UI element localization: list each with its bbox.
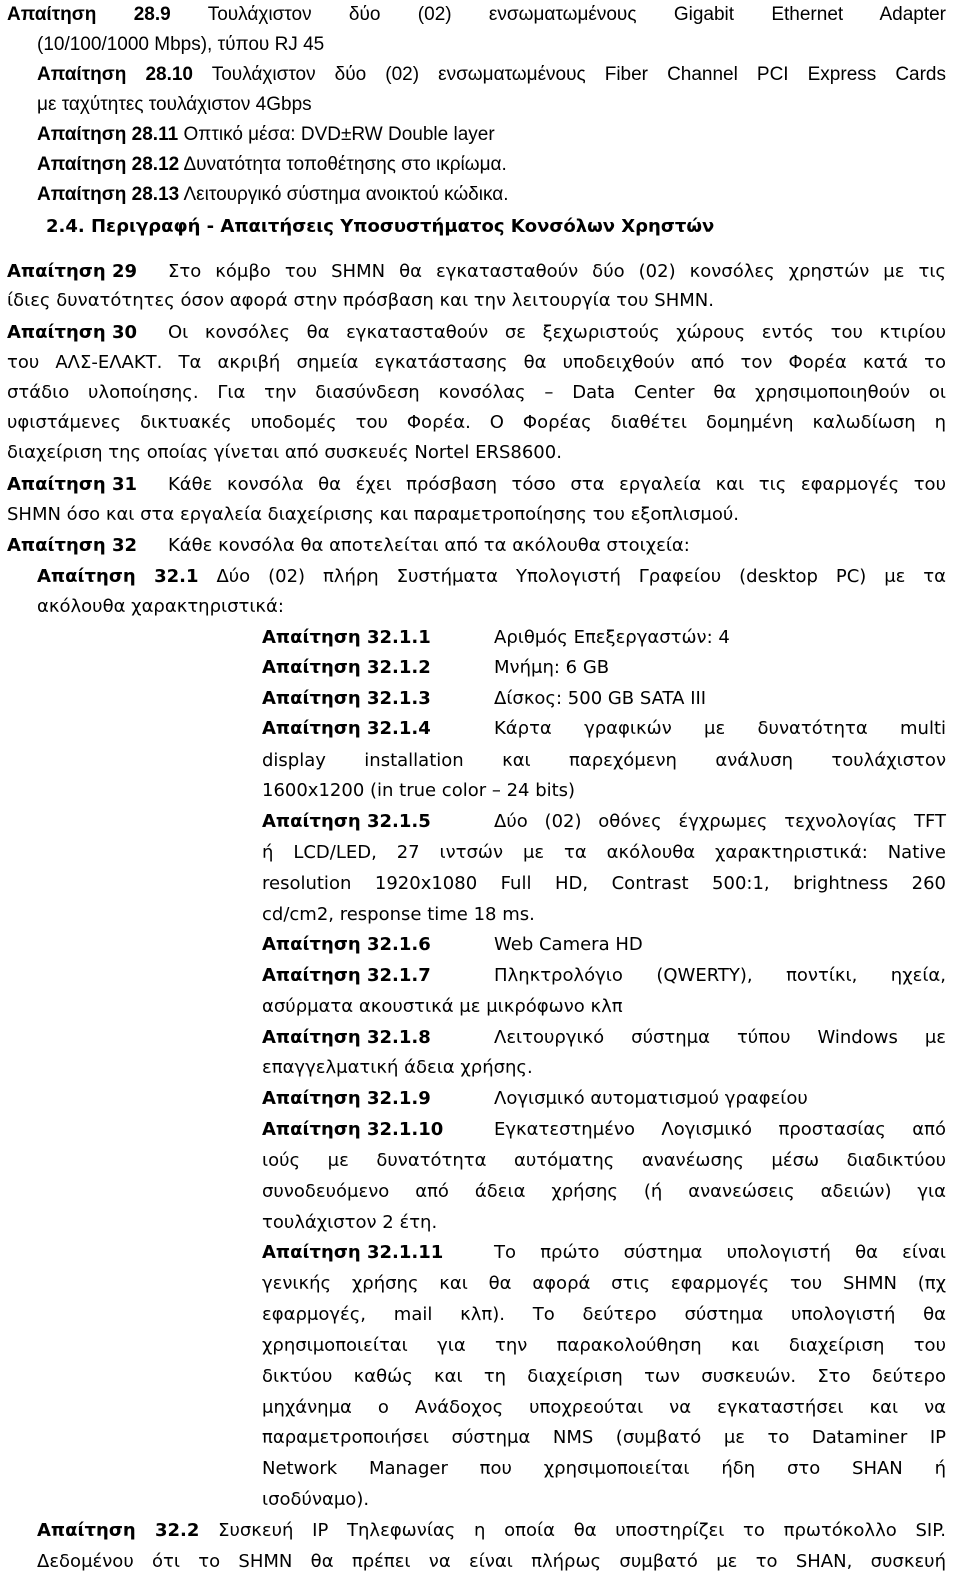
- req-32-1-11-line9: ισοδύναμο).: [262, 1489, 370, 1510]
- req-32-1-5-line1: Απαίτηση 32.1.5 Δύο (02) οθόνες έγχρωμες τεχνολογίας TFT: [262, 807, 946, 836]
- req-label: Απαίτηση 28.11: [37, 124, 179, 145]
- req-32-1-11-line1: Απαίτηση 32.1.11 Το πρώτο σύστημα υπολογιστή θα είναι: [262, 1238, 946, 1267]
- req-label: Απαίτηση 32.1.4: [262, 718, 431, 739]
- req-32-1-11-line7: παραμετροποιήσει σύστημα NMS (συμβατό με το Dataminer IP: [262, 1427, 946, 1448]
- req-32-1-11-line6: μηχάνημα ο Ανάδοχος υποχρεούται να εγκαταστήσει και να: [262, 1397, 946, 1418]
- req-label: Απαίτηση 32: [7, 535, 137, 556]
- req-label: Απαίτηση 32.1.1: [262, 627, 431, 648]
- req-32-1-8-line1: Απαίτηση 32.1.8 Λειτουργικό σύστημα τύπου Windows με: [262, 1023, 946, 1052]
- req-32-1-7-line1: Απαίτηση 32.1.7 Πληκτρολόγιο (QWERTY), ποντίκι, ηχεία,: [262, 961, 946, 990]
- req-29-line1: Απαίτηση 29 Στο κόμβο του SHMN θα εγκατασταθούν δύο (02) κονσόλες χρηστών με τις: [7, 257, 946, 286]
- req-32-1-line2: ακόλουθα χαρακτηριστικά:: [37, 596, 284, 617]
- req-32-1-10-line4: τουλάχιστον 2 έτη.: [262, 1212, 438, 1233]
- req-32-1-9: Απαίτηση 32.1.9 Λογισμικό αυτοματισμού γραφείου: [262, 1084, 808, 1113]
- req-label: Απαίτηση 29: [7, 261, 137, 282]
- req-label: Απαίτηση 32.1.3: [262, 688, 431, 709]
- req-label: Απαίτηση 28.13: [37, 184, 180, 205]
- req-label: Απαίτηση 32.2: [37, 1520, 200, 1541]
- req-32-1-2: Απαίτηση 32.1.2 Μνήμη: 6 GB: [262, 653, 609, 682]
- req-32-2-line2: Δεδομένου ότι το SHMN θα πρέπει να είναι πλήρως συμβατό με το SHAN, συσκευή: [37, 1551, 946, 1572]
- req-32-1-11-line8: Network Manager που χρησιμοποιείται ήδη στο SHAN ή: [262, 1458, 946, 1479]
- req-label: Απαίτηση 30: [7, 322, 137, 343]
- req-28-13: Απαίτηση 28.13 Λειτουργικό σύστημα ανοικτού κώδικα.: [37, 184, 509, 205]
- req-32-1-4-line3: 1600x1200 (in true color – 24 bits): [262, 780, 576, 801]
- req-30-line2: του ΑΛΣ-ΕΛΑΚΤ. Τα ακριβή σημεία εγκατάστασης θα υποδειχθούν από τον Φορέα κατά το: [7, 352, 946, 373]
- req-32-1-4-line1: Απαίτηση 32.1.4 Κάρτα γραφικών με δυνατότητα multi: [262, 714, 946, 743]
- req-label: Απαίτηση 28.12: [37, 154, 180, 175]
- req-28-12: Απαίτηση 28.12 Δυνατότητα τοποθέτησης στο ικρίωμα.: [37, 154, 507, 175]
- req-31-line2: SHMN όσο και στα εργαλεία διαχείρισης και παραμετροποίησης του εξοπλισμού.: [7, 504, 740, 525]
- req-32-1-1: Απαίτηση 32.1.1 Αριθμός Επεξεργαστών: 4: [262, 623, 730, 652]
- req-32-1-4-line2: display installation και παρεχόμενη ανάλυση τουλάχιστον: [262, 750, 946, 771]
- req-label: Απαίτηση 32.1: [37, 566, 199, 587]
- req-label: Απαίτηση 32.1.8: [262, 1027, 431, 1048]
- req-label: Απαίτηση 32.1.2: [262, 657, 431, 678]
- req-label: Απαίτηση 32.1.7: [262, 965, 431, 986]
- req-28-9-line2: (10/100/1000 Mbps), τύπου RJ 45: [37, 34, 325, 55]
- req-32-2-line1: Απαίτηση 32.2 Συσκευή IP Τηλεφωνίας η οποία θα υποστηρίζει το πρωτόκολλο SIP.: [37, 1520, 946, 1541]
- req-28-10-line1: Απαίτηση 28.10 Τουλάχιστον δύο (02) ενσωματωμένους Fiber Channel PCI Express Cards: [37, 64, 946, 85]
- req-30-line5: διαχείριση της οποίας γίνεται από συσκευές Nortel ERS8600.: [7, 442, 562, 463]
- req-label: Απαίτηση 32.1.9: [262, 1088, 431, 1109]
- req-label: Απαίτηση 31: [7, 474, 137, 495]
- req-label: Απαίτηση 32.1.11: [262, 1242, 444, 1263]
- req-label: Απαίτηση 32.1.10: [262, 1119, 444, 1140]
- req-30-line1: Απαίτηση 30 Οι κονσόλες θα εγκατασταθούν σε ξεχωριστούς χώρους εντός του κτιρίου: [7, 318, 946, 347]
- req-32-1-10-line1: Απαίτηση 32.1.10 Εγκατεστημένο Λογισμικό προστασίας από: [262, 1115, 946, 1144]
- req-32-1-11-line2: γενικής χρήσης και θα αφορά στις εφαρμογές του SHMN (πχ: [262, 1273, 946, 1294]
- req-label: Απαίτηση 28.10: [37, 64, 193, 85]
- req-32-1-8-line2: επαγγελματική άδεια χρήσης.: [262, 1057, 533, 1078]
- req-32-1-5-line4: cd/cm2, response time 18 ms.: [262, 904, 535, 925]
- req-32-1-line1: Απαίτηση 32.1 Δύο (02) πλήρη Συστήματα Υπολογιστή Γραφείου (desktop PC) με τα: [37, 566, 946, 587]
- req-32-1-7-line2: ασύρματα ακουστικά με μικρόφωνο κλπ: [262, 996, 623, 1017]
- req-32-1-10-line2: ιούς με δυνατότητα αυτόματης ανανέωσης μέσω διαδικτύου: [262, 1150, 946, 1171]
- req-32-1-6: Απαίτηση 32.1.6 Web Camera HD: [262, 930, 643, 959]
- req-29-line2: ίδιες δυνατότητες όσον αφορά στην πρόσβαση και την λειτουργία του SHMN.: [7, 290, 714, 311]
- section-heading: 2.4. Περιγραφή - Απαιτήσεις Υποσυστήματος Κονσόλων Χρηστών: [46, 216, 715, 237]
- req-32-line1: Απαίτηση 32 Κάθε κονσόλα θα αποτελείται από τα ακόλουθα στοιχεία:: [7, 531, 690, 560]
- req-32-1-5-line3: resolution 1920x1080 Full HD, Contrast 500:1, brightness 260: [262, 873, 946, 894]
- req-30-line3: στάδιο υλοποίησης. Για την διασύνδεση κονσόλας – Data Center θα χρησιμοποιηθούν οι: [7, 382, 946, 403]
- req-32-1-11-line3: εφαρμογές, mail κλπ). Το δεύτερο σύστημα υπολογιστή θα: [262, 1304, 946, 1325]
- req-31-line1: Απαίτηση 31 Κάθε κονσόλα θα έχει πρόσβαση τόσο στα εργαλεία και τις εφαρμογές του: [7, 470, 946, 499]
- req-32-1-11-line5: δικτύου καθώς και τη διαχείριση των συσκευών. Στο δεύτερο: [262, 1366, 946, 1387]
- req-label: Απαίτηση 28.9: [7, 4, 171, 25]
- req-label: Απαίτηση 32.1.5: [262, 811, 431, 832]
- req-30-line4: υφιστάμενες δικτυακές υποδομές του Φορέα. Ο Φορέας διαθέτει δομημένη καλωδίωση η: [7, 412, 946, 433]
- req-32-1-5-line2: ή LCD/LED, 27 ιντσών με τα ακόλουθα χαρακτηριστικά: Native: [262, 842, 946, 863]
- req-28-10-line2: με ταχύτητες τουλάχιστον 4Gbps: [37, 94, 312, 115]
- req-32-1-10-line3: συνοδευόμενο από άδεια χρήσης (ή ανανεώσεις αδειών) για: [262, 1181, 946, 1202]
- req-32-1-3: Απαίτηση 32.1.3 Δίσκος: 500 GB SATA III: [262, 684, 706, 713]
- req-32-1-11-line4: χρησιμοποιείται για την παρακολούθηση και διαχείριση του: [262, 1335, 946, 1356]
- req-28-11: Απαίτηση 28.11 Οπτικό μέσα: DVD±RW Double layer: [37, 124, 495, 145]
- req-28-9-line1: Απαίτηση 28.9 Τουλάχιστον δύο (02) ενσωματωμένους Gigabit Ethernet Adapter: [7, 4, 947, 25]
- req-label: Απαίτηση 32.1.6: [262, 934, 431, 955]
